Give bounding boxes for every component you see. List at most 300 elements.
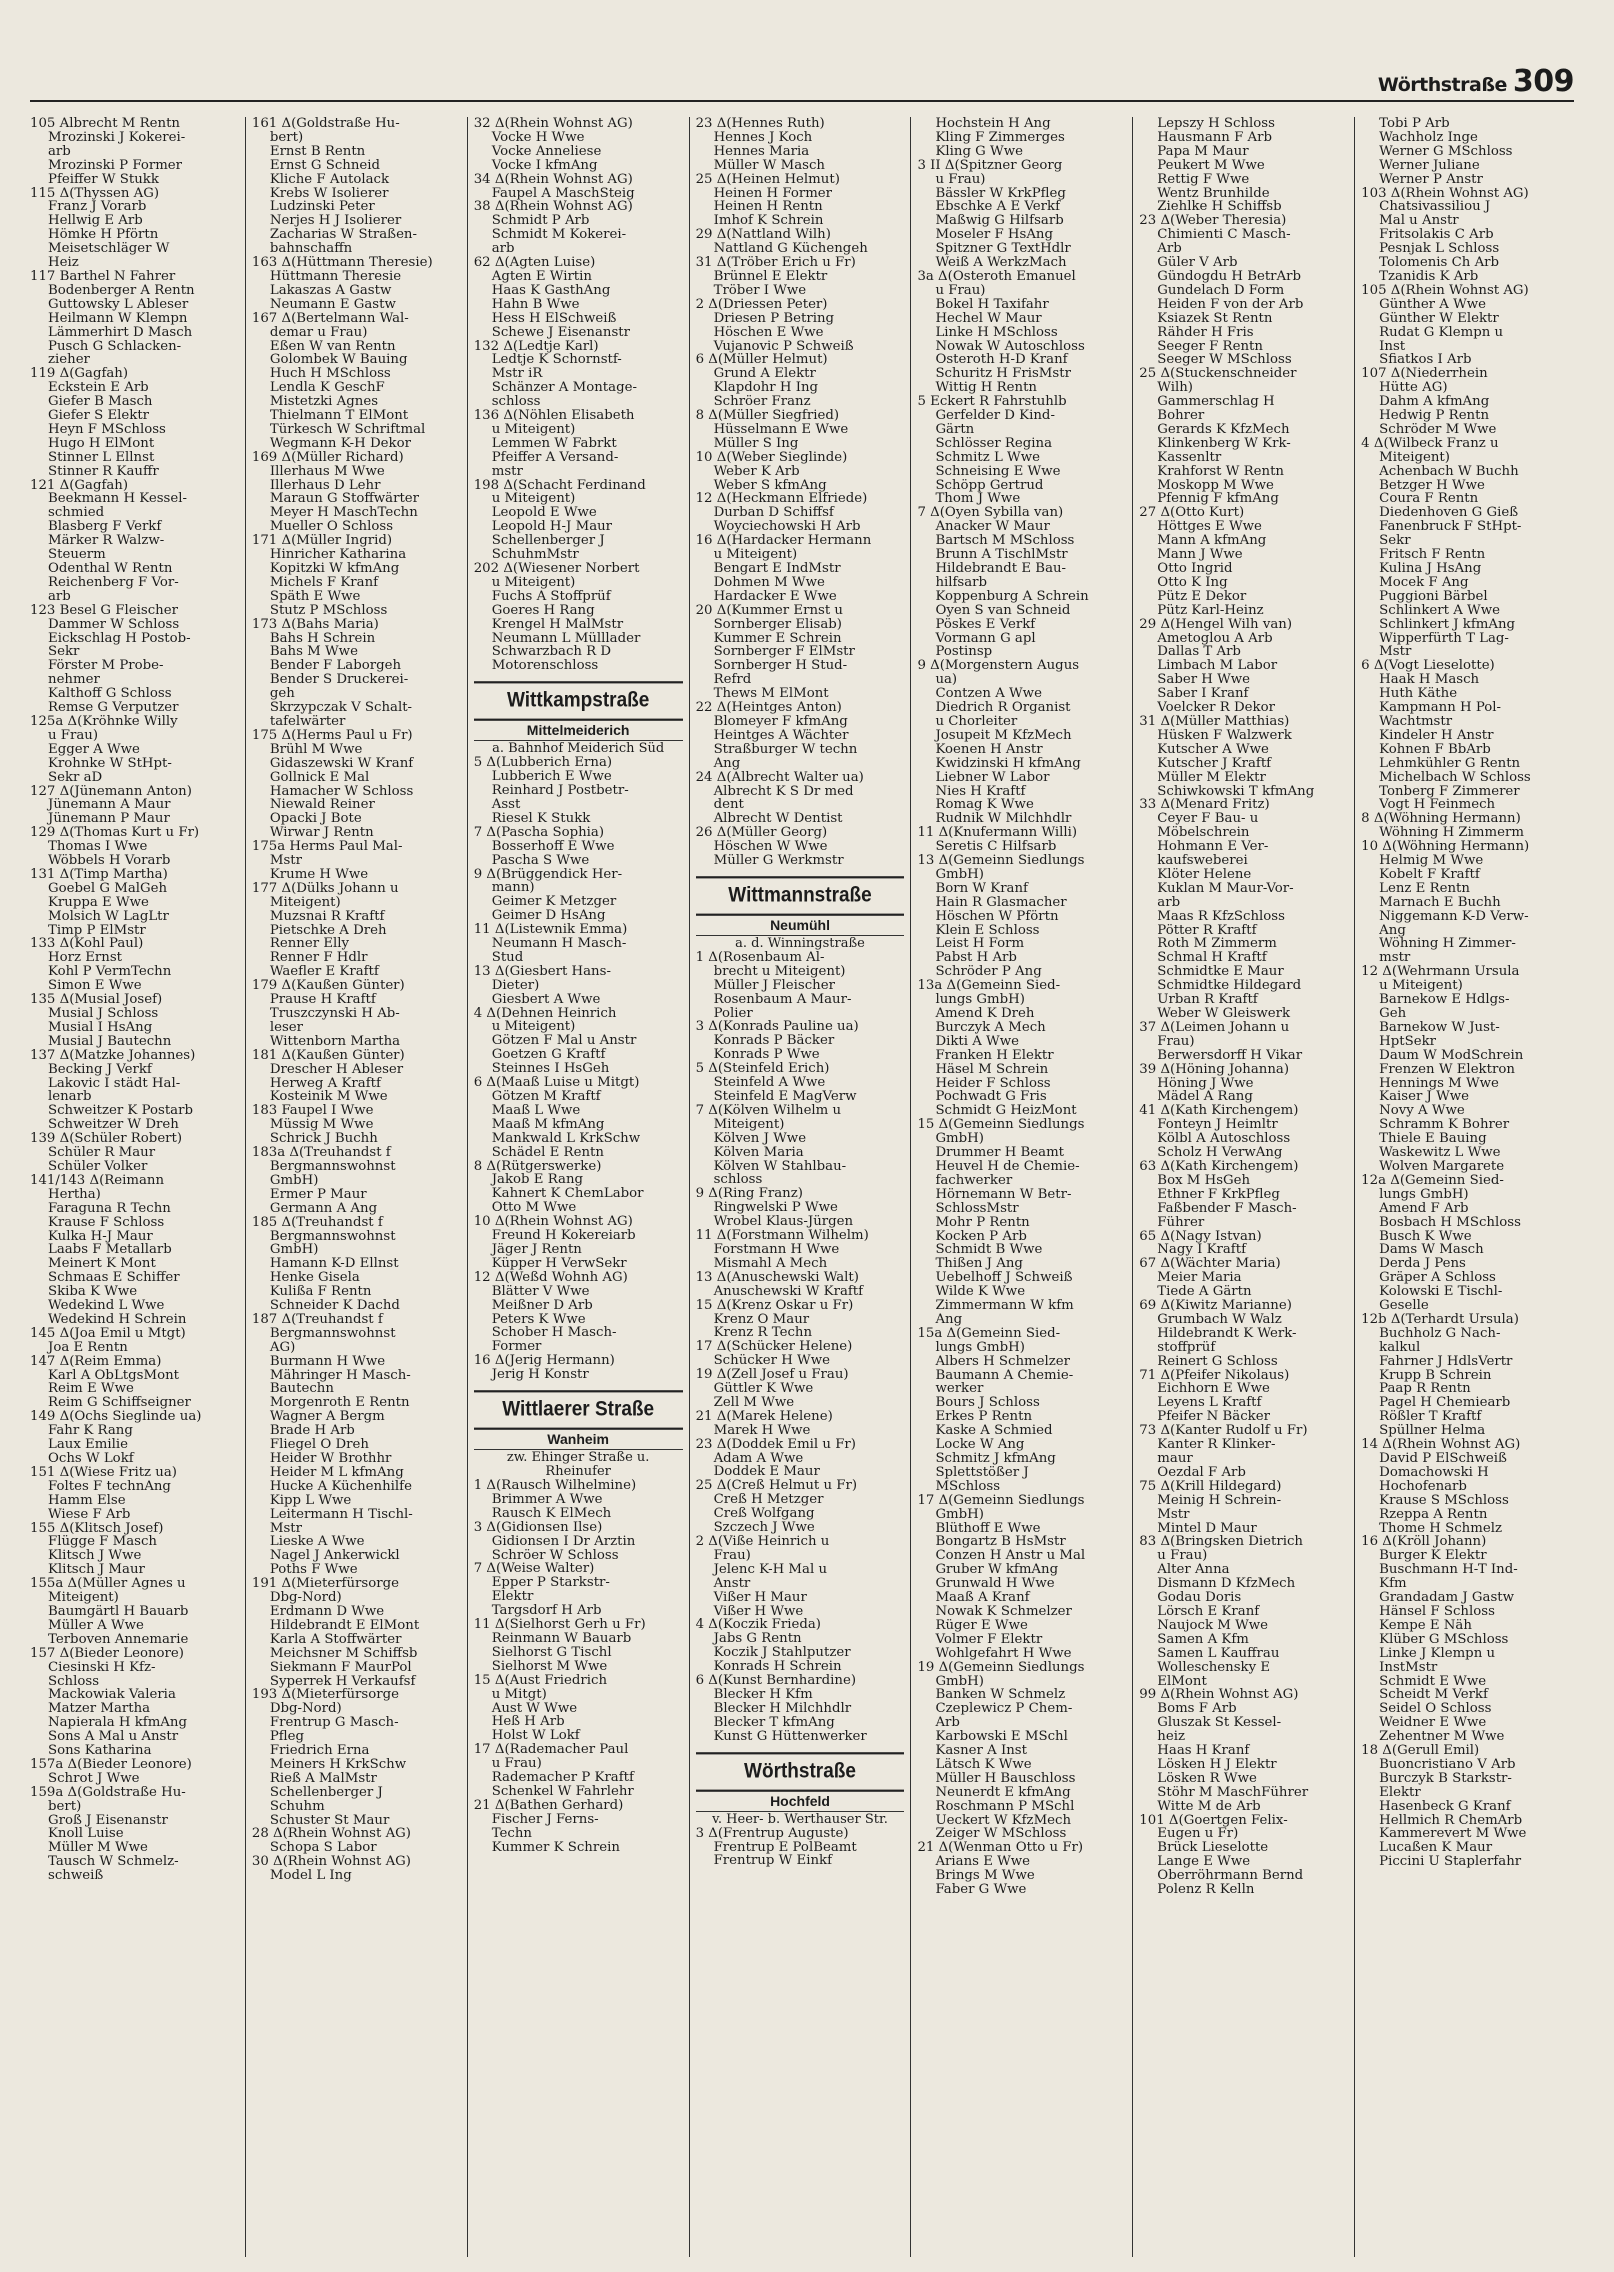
directory-entry: Grunwald H Wwe: [935, 1577, 1055, 1592]
directory-entry: Thielmann T ElMont: [269, 409, 409, 423]
directory-entry: Kling G Wwe: [935, 144, 1023, 159]
directory-entry: Former: [491, 1340, 542, 1355]
directory-entry: Seidel O Schloss: [1379, 1702, 1492, 1717]
directory-entry: Müller W Masch: [713, 158, 825, 173]
directory-entry: Model L Ing: [269, 1869, 352, 1884]
directory-entry: Pusch G Schlacken-: [48, 339, 182, 354]
directory-entry: 15 Δ(Krenz Oskar u Fr): [695, 1298, 854, 1313]
directory-entry: Bohrer: [1157, 409, 1205, 423]
directory-entry: Wedekind L Wwe: [48, 1299, 165, 1313]
directory-entry: brecht u Miteigent): [713, 964, 846, 979]
directory-entry: Mistetzki Agnes: [269, 395, 379, 410]
directory-entry: Imhof K Schrein: [713, 214, 824, 229]
directory-entry: Miteigent): [1379, 450, 1450, 465]
directory-entry: Bässler W KrkPfleg: [935, 186, 1066, 201]
directory-entry: Fliegel O Dreh: [269, 1438, 369, 1452]
directory-entry: 13a Δ(Gemeinn Sied-: [917, 979, 1061, 994]
directory-entry: Wrobel Klaus-Jürgen: [713, 1215, 854, 1230]
directory-entry: Blasberg F Verkf: [48, 520, 162, 535]
directory-entry: Anacker W Maur: [935, 520, 1050, 535]
directory-entry: Müller A Wwe: [48, 1618, 144, 1633]
directory-entry: Wiese F Arb: [48, 1507, 131, 1522]
directory-entry: Mann A kfmAng: [1157, 534, 1267, 549]
directory-entry: Kohl P VermTechn: [48, 965, 172, 980]
directory-entry: Krenz R Techn: [713, 1326, 813, 1341]
directory-entry: Driesen P Betring: [713, 311, 835, 326]
directory-entry: nehmer: [48, 673, 100, 688]
directory-entry: Rzeppa A Rentn: [1379, 1507, 1488, 1522]
directory-entry: Ludzinski Peter: [269, 200, 375, 215]
directory-entry: Vißer H Wwe: [713, 1604, 804, 1619]
directory-entry: Meinert K Mont: [48, 1257, 156, 1272]
running-head: [1378, 64, 1574, 99]
directory-entry: 171 Δ(Müller Ingrid): [251, 534, 393, 549]
directory-entry: Kolowski E Tischl-: [1379, 1285, 1503, 1300]
directory-entry: Nies H Kraftf: [935, 784, 1026, 799]
directory-entry: Kummer K Schrein: [491, 1840, 620, 1855]
directory-entry: Geh: [1379, 1007, 1407, 1021]
directory-entry: Illerhaus M Wwe: [269, 464, 385, 479]
directory-entry: Hütte AG): [1379, 381, 1448, 396]
directory-entry: Brück Lieselotte: [1157, 1841, 1269, 1856]
directory-entry: Tobi P Arb: [1379, 117, 1450, 131]
directory-entry: 25 Δ(Heinen Helmut): [695, 172, 840, 187]
directory-entry: Waefler E Kraftf: [269, 965, 379, 980]
directory-entry: Niewald Reiner: [269, 798, 375, 813]
directory-entry: Ziehlke H Schiffsb: [1157, 200, 1282, 215]
directory-entry: Lehmkühler G Rentn: [1379, 756, 1521, 771]
directory-entry: Gruber W kfmAng: [935, 1563, 1059, 1578]
directory-entry: Schneising E Wwe: [935, 464, 1061, 479]
directory-entry: Mackowiak Valeria: [48, 1688, 176, 1703]
directory-entry: Ethner F KrkPfleg: [1157, 1187, 1280, 1202]
directory-entry: Pesnjak L Schloss: [1379, 242, 1500, 257]
directory-entry: Kling F Zimmerges: [935, 130, 1065, 145]
directory-entry: Piccini U Staplerfahr: [1379, 1855, 1522, 1870]
directory-entry: 17 Δ(Gemeinn Siedlungs: [917, 1493, 1085, 1508]
directory-entry: Oezdal F Arb: [1157, 1465, 1246, 1480]
directory-entry: Splettstößer J: [935, 1465, 1029, 1480]
directory-entry: Eichhorn E Wwe: [1157, 1382, 1270, 1397]
directory-entry: 71 Δ(Pfeifer Nikolaus): [1139, 1368, 1290, 1383]
directory-entry: Klöter Helene: [1157, 867, 1252, 882]
directory-entry: Burczyk A Mech: [935, 1020, 1046, 1035]
directory-entry: Weber S kfmAng: [713, 478, 827, 493]
directory-entry: Bartsch M MSchloss: [935, 534, 1075, 549]
directory-entry: Krume H Wwe: [269, 867, 369, 882]
directory-entry: leser: [269, 1020, 304, 1035]
directory-entry: Neumann L Mülllader: [491, 631, 641, 646]
directory-entry: Steuerm: [48, 548, 106, 562]
directory-entry: Schweitzer K Postarb: [48, 1104, 193, 1119]
directory-entry: Schmitz L Wwe: [935, 450, 1040, 465]
directory-entry: Rudat G Klempn u: [1379, 325, 1504, 340]
directory-entry: Schröer W Schloss: [491, 1548, 619, 1563]
directory-entry: Lucaßen K Maur: [1379, 1841, 1493, 1856]
directory-entry: 17 Δ(Rademacher Paul: [473, 1743, 629, 1758]
directory-entry: 183 Faupel I Wwe: [251, 1104, 374, 1119]
directory-entry: 135 Δ(Musial Josef): [30, 993, 163, 1007]
directory-entry: Ang: [935, 1312, 963, 1327]
directory-entry: Faber G Wwe: [935, 1883, 1027, 1897]
directory-entry: Boms F Arb: [1157, 1702, 1237, 1717]
directory-entry: SchlossMstr: [935, 1201, 1019, 1216]
directory-entry: 11 Δ(Forstmann Wilhelm): [695, 1229, 869, 1243]
column-6: [1132, 117, 1354, 2257]
directory-entry: Maaß M kfmAng: [491, 1117, 605, 1132]
directory-entry: Moskopp M Wwe: [1157, 478, 1274, 493]
directory-entry: 145 Δ(Joa Emil u Mtgt): [30, 1326, 186, 1341]
directory-entry: Faraguna R Techn: [48, 1201, 171, 1216]
directory-entry: Frentrup G Masch-: [269, 1716, 399, 1731]
directory-entry: Pagel H Chemiearb: [1379, 1396, 1511, 1411]
directory-entry: Fahr K Rang: [48, 1424, 133, 1439]
directory-entry: 181 Δ(Kaußen Günter): [251, 1048, 405, 1063]
directory-entry: Ernst B Rentn: [269, 144, 366, 159]
directory-entry: Eckstein E Arb: [48, 381, 149, 396]
directory-entry: Otto K Ing: [1157, 575, 1228, 590]
directory-entry: Koenen H Anstr: [935, 742, 1043, 757]
directory-entry: Schmidtke E Maur: [1157, 965, 1284, 980]
directory-entry: Schänzer A Montage-: [491, 381, 637, 396]
directory-entry: Hochstein H Ang: [935, 117, 1051, 131]
directory-entry: Hardacker E Wwe: [713, 589, 837, 604]
directory-entry: InstMstr: [1379, 1660, 1438, 1675]
directory-entry: Krohnke W StHpt-: [48, 756, 172, 771]
directory-entry: Werner Juliane: [1379, 158, 1480, 173]
directory-entry: Mstr: [269, 854, 302, 868]
directory-entry: Heinen H Rentn: [713, 200, 823, 215]
directory-entry: Weidner E Wwe: [1379, 1716, 1487, 1731]
directory-entry: Adam A Wwe: [713, 1451, 804, 1466]
directory-entry: fachwerker: [935, 1173, 1013, 1188]
directory-entry: 29 Δ(Hengel Wilh van): [1139, 617, 1293, 632]
directory-entry: 39 Δ(Höning Johanna): [1139, 1062, 1290, 1077]
directory-entry: ua): [935, 673, 958, 688]
directory-entry: bert): [269, 130, 304, 145]
street-section-note: a. d. Winningstraße: [735, 935, 865, 951]
directory-entry: u Frau): [491, 1757, 542, 1772]
directory-entry: Kölven W Stahlbau-: [713, 1159, 847, 1174]
directory-entry: 139 Δ(Schüler Robert): [30, 1132, 183, 1147]
directory-entry: Konrads P Bäcker: [713, 1034, 835, 1049]
directory-entry: Mädel A Rang: [1157, 1090, 1253, 1105]
directory-entry: Zell M Wwe: [713, 1395, 795, 1410]
directory-entry: Hennes J Koch: [713, 130, 813, 145]
directory-entry: Papa M Maur: [1157, 144, 1249, 159]
directory-entry: Maaß A Kranf: [935, 1591, 1030, 1605]
directory-entry: Lämmerhirt D Masch: [48, 325, 193, 340]
directory-entry: Kulina J HsAng: [1379, 562, 1482, 576]
directory-entry: 155a Δ(Müller Agnes u: [30, 1577, 186, 1592]
directory-entry: Burmann H Wwe: [269, 1354, 386, 1369]
directory-entry: 3 Δ(Gidionsen Ilse): [473, 1520, 603, 1535]
directory-entry: Targsdorf H Arb: [491, 1604, 602, 1619]
directory-entry: 3 Δ(Konrads Pauline ua): [695, 1020, 859, 1035]
directory-entry: 2 Δ(Viße Heinrich u: [695, 1535, 830, 1549]
directory-entry: 12 Δ(Wehrmann Ursula: [1361, 965, 1520, 980]
directory-entry: Schwarzbach R D: [491, 645, 612, 660]
directory-entry: Heilmann W Klempn: [48, 311, 188, 326]
directory-entry: Hüsselmann E Wwe: [713, 422, 849, 437]
directory-entry: Schmidt M Kokerei-: [491, 228, 627, 243]
directory-entry: Brünnel E Elektr: [713, 269, 828, 284]
directory-entry: 29 Δ(Nattland Wilh): [695, 228, 831, 243]
directory-entry: GmbH): [935, 1132, 984, 1147]
directory-entry: Marnach E Buchh: [1379, 895, 1501, 910]
directory-entry: Führer: [1157, 1215, 1205, 1230]
directory-entry: Weber K Arb: [713, 464, 800, 479]
directory-entry: Sielhorst M Wwe: [491, 1659, 608, 1674]
directory-entry: Kohnen F BbArb: [1379, 742, 1491, 757]
directory-entry: Thiele E Bauing: [1379, 1132, 1487, 1147]
directory-entry: Simon E Wwe: [48, 979, 142, 994]
directory-entry: Horz Ernst: [48, 951, 122, 966]
directory-entry: Meinig H Schrein-: [1157, 1493, 1282, 1508]
directory-entry: Neunerdt E kfmAng: [935, 1785, 1071, 1800]
directory-entry: Jünemann A Maur: [48, 798, 171, 813]
directory-entry: Heiden F von der Arb: [1157, 297, 1304, 312]
directory-entry: Sekr: [1379, 534, 1411, 549]
directory-entry: Musial J Schloss: [48, 1007, 159, 1021]
directory-entry: 2 Δ(Driessen Peter): [695, 297, 828, 312]
directory-entry: schweiß: [48, 1869, 104, 1884]
directory-entry: Wöhning H Zimmerm: [1379, 826, 1524, 841]
directory-entry: Banken W Schmelz: [935, 1688, 1066, 1703]
directory-entry: 147 Δ(Reim Emma): [30, 1354, 162, 1369]
directory-entry: zieher: [48, 353, 90, 368]
directory-entry: 7 Δ(Pascha Sophia): [473, 825, 605, 840]
directory-entry: Höschen W Pförtn: [935, 909, 1059, 924]
directory-entry: Prause H Kraftf: [269, 993, 376, 1007]
directory-entry: Erdmann D Wwe: [269, 1604, 385, 1619]
directory-entry: Limbach M Labor: [1157, 659, 1278, 674]
directory-entry: Ledtje K Schornstf-: [491, 353, 622, 368]
directory-entry: Anstr: [713, 1576, 751, 1591]
directory-entry: Reichenberg F Vor-: [48, 575, 179, 590]
directory-entry: Blätter V Wwe: [491, 1284, 590, 1299]
directory-entry: Klitsch J Wwe: [48, 1549, 142, 1564]
directory-entry: Kummer E Schrein: [713, 631, 842, 646]
directory-entry: Schmidt E Wwe: [1379, 1674, 1487, 1689]
directory-entry: 22 Δ(Heintges Anton): [695, 701, 842, 715]
directory-entry: Jakob E Rang: [491, 1173, 584, 1188]
directory-entry: 13 Δ(Giesbert Hans-: [473, 964, 611, 979]
directory-entry: Heintges A Wächter: [713, 728, 849, 743]
directory-entry: Schweitzer W Dreh: [48, 1118, 179, 1133]
directory-entry: Sornberger F ElMstr: [713, 645, 855, 660]
street-heading: Wörthstraße: [696, 1752, 905, 1792]
directory-entry: Schmidt P Arb: [491, 214, 590, 229]
directory-entry: Brimmer A Wwe: [491, 1492, 603, 1507]
directory-entry: Vogt H Feinmech: [1379, 798, 1496, 813]
directory-entry: Vißer H Maur: [713, 1590, 807, 1605]
directory-entry: MSchloss: [935, 1479, 1001, 1494]
directory-entry: Contzen A Wwe: [935, 687, 1042, 702]
directory-entry: Refrd: [713, 673, 752, 688]
street-heading: Wittlaerer Straße: [474, 1390, 683, 1430]
street-section-note: v. Heer- b. Werthauser Str.: [712, 1811, 888, 1827]
directory-entry: Möbelschrein: [1157, 826, 1250, 841]
directory-entry: Schellenberger J: [491, 534, 605, 549]
directory-entry: 183a Δ(Treuhandst f: [251, 1146, 391, 1160]
directory-entry: Gundelach D Form: [1157, 283, 1285, 298]
directory-entry: 24 Δ(Albrecht Walter ua): [695, 770, 864, 785]
directory-entry: Kobelt F Kraftf: [1379, 867, 1480, 882]
directory-entry: Pabst H Arb: [935, 951, 1017, 966]
directory-entry: Saber H Wwe: [1157, 673, 1251, 688]
directory-entry: Bergmannswohnst: [269, 1159, 396, 1174]
directory-entry: Karbowski E MSchl: [935, 1730, 1068, 1745]
directory-entry: Hucke A Küchenhilfe: [269, 1479, 412, 1494]
directory-entry: Reim E Wwe: [48, 1382, 134, 1397]
directory-entry: mstr: [491, 464, 523, 479]
directory-entry: 10 Δ(Wöhning Hermann): [1361, 840, 1530, 855]
directory-entry: Schröder P Ang: [935, 965, 1042, 980]
directory-entry: Leopold H-J Maur: [491, 520, 613, 535]
directory-entry: Eickschlag H Postob-: [48, 631, 191, 646]
directory-entry: Franz J Vorarb: [48, 200, 147, 215]
directory-entry: Matzer Martha: [48, 1702, 151, 1717]
directory-entry: kalkul: [1379, 1340, 1421, 1355]
directory-entry: Kölbl A Autoschloss: [1157, 1132, 1291, 1147]
directory-entry: Kfm: [1379, 1577, 1407, 1592]
directory-entry: Schuster St Maur: [269, 1813, 390, 1828]
directory-entry: Polier: [713, 1006, 753, 1021]
directory-entry: Krengel H MalMstr: [491, 617, 624, 632]
directory-entry: Kliche F Autolack: [269, 172, 390, 187]
directory-entry: Kaiser J Wwe: [1379, 1090, 1470, 1105]
directory-entry: Miteigent): [713, 1117, 785, 1132]
directory-entry: Hain R Glasmacher: [935, 895, 1067, 910]
directory-entry: Poths F Wwe: [269, 1563, 358, 1578]
directory-entry: Haas K GasthAng: [491, 283, 611, 298]
directory-entry: Frentrup E PolBeamt: [713, 1840, 857, 1855]
directory-entry: 3 Δ(Frentrup Auguste): [695, 1826, 849, 1841]
directory-entry: Hüttmann Theresie: [269, 269, 402, 284]
directory-entry: Bergmannswohnst: [269, 1229, 396, 1244]
directory-entry: Erkes P Rentn: [935, 1410, 1033, 1425]
directory-entry: Skiba K Wwe: [48, 1285, 138, 1300]
directory-entry: Blecker H Milchhdlr: [713, 1701, 852, 1716]
directory-entry: 11 Δ(Listewnik Emma): [473, 923, 628, 938]
directory-entry: Gerfelder D Kind-: [935, 409, 1055, 423]
street-heading: Wittkampstraße: [474, 681, 683, 721]
directory-entry: Nattland G Küchengeh: [713, 242, 868, 257]
directory-entry: Drummer H Beamt: [935, 1146, 1065, 1160]
directory-entry: Götzen M Kraftf: [491, 1090, 601, 1104]
directory-entry: Hausmann F Arb: [1157, 130, 1273, 145]
directory-entry: 12a Δ(Gemeinn Sied-: [1361, 1173, 1504, 1188]
directory-entry: tafelwärter: [269, 714, 346, 729]
directory-entry: Gidionsen I Dr Ärztin: [491, 1534, 636, 1549]
directory-entry: Hasenbeck G Kranf: [1379, 1799, 1511, 1814]
directory-entry: Kahnert K ChemLabor: [491, 1187, 644, 1202]
directory-entry: Fritsch F Rentn: [1379, 548, 1486, 562]
directory-entry: Helmig M Wwe: [1379, 854, 1484, 868]
directory-entry: Schober H Masch-: [491, 1326, 617, 1341]
directory-entry: Rößler T Kraftf: [1379, 1410, 1482, 1425]
directory-entry: Napierala H kfmAng: [48, 1716, 187, 1731]
street-section-note: Rheinufer: [545, 1464, 611, 1480]
directory-entry: Albrecht K S Dr med: [713, 784, 854, 799]
directory-entry: 13 Δ(Anuschewski Walt): [695, 1270, 859, 1285]
directory-entry: Freund H Kokereiarb: [491, 1229, 636, 1243]
directory-entry: Barnekow E Hdlgs-: [1379, 993, 1510, 1007]
directory-entry: Krause F Schloss: [48, 1215, 165, 1230]
directory-entry: Kipp L Wwe: [269, 1493, 352, 1508]
directory-entry: Amend K Dreh: [935, 1007, 1035, 1021]
directory-entry: Stöhr M MaschFührer: [1157, 1785, 1309, 1800]
directory-entry: Bergmannswohnst: [269, 1326, 396, 1341]
directory-entry: Pascha S Wwe: [491, 853, 590, 868]
directory-entry: Tolomenis Ch Arb: [1379, 256, 1500, 270]
directory-entry: Peters K Wwe: [491, 1312, 586, 1327]
directory-entry: Krahforst W Rentn: [1157, 464, 1285, 479]
directory-entry: Siekmann F MaurPol: [269, 1660, 412, 1675]
directory-entry: Lenz E Rentn: [1379, 881, 1470, 896]
directory-entry: 8 Δ(Rütgerswerke): [473, 1159, 602, 1174]
directory-entry: 8 Δ(Müller Siegfried): [695, 409, 840, 423]
directory-entry: 33 Δ(Menard Fritz): [1139, 798, 1270, 813]
directory-entry: Meichsner M Schiffsb: [269, 1646, 418, 1661]
directory-entry: Mstr: [1379, 645, 1412, 660]
directory-entry: 20 Δ(Kummer Ernst u: [695, 603, 843, 618]
directory-entry: Miteigent): [269, 895, 341, 910]
directory-entry: Kutscher A Wwe: [1157, 742, 1269, 757]
directory-entry: Reinhard J Postbetr-: [491, 784, 629, 798]
directory-entry: 163 Δ(Hüttmann Theresie): [251, 256, 433, 270]
directory-entry: Fischer J Ferns-: [491, 1812, 599, 1827]
directory-entry: u Miteigent): [491, 422, 576, 437]
directory-entry: Heinen H Former: [713, 186, 833, 201]
directory-entry: Otto M Wwe: [491, 1201, 577, 1216]
directory-entry: Guttowsky L Ableser: [48, 297, 189, 312]
directory-entry: 149 Δ(Ochs Sieglinde ua): [30, 1410, 202, 1425]
directory-entry: Klitsch J Maur: [48, 1563, 145, 1578]
column-3: [467, 117, 689, 2257]
directory-entry: 16 Δ(Jerig Hermann): [473, 1354, 615, 1369]
directory-entry: 131 Δ(Timp Martha): [30, 867, 168, 882]
directory-entry: Stinner R Kauffr: [48, 464, 159, 479]
directory-entry: Musial J Bautechn: [48, 1034, 172, 1049]
directory-entry: Kunst G Hüttenwerker: [713, 1729, 867, 1744]
directory-entry: Bongartz B HsMstr: [935, 1535, 1066, 1550]
directory-entry: Mstr iR: [491, 367, 543, 382]
directory-entry: Hellmich R ChemArb: [1379, 1813, 1523, 1828]
directory-entry: Volmer F Elektr: [935, 1632, 1043, 1647]
directory-columns: [30, 117, 1576, 2257]
directory-entry: GmbH): [269, 1243, 319, 1258]
directory-entry: 5 Eckert R Fahrstuhlb: [917, 395, 1067, 410]
directory-entry: Höschen W Wwe: [713, 840, 828, 855]
directory-entry: Kulka H-J Maur: [48, 1229, 153, 1244]
directory-entry: 8 Δ(Wöhning Hermann): [1361, 812, 1521, 827]
directory-entry: Sielhorst G Tischl: [491, 1645, 612, 1660]
directory-entry: Schloss: [48, 1674, 100, 1689]
directory-entry: Krupp B Schrein: [1379, 1368, 1492, 1383]
directory-entry: Ringwelski P Wwe: [713, 1201, 838, 1216]
directory-entry: 159a Δ(Goldstraße Hu-: [30, 1785, 186, 1800]
directory-entry: Schuritz H FrisMstr: [935, 367, 1071, 382]
directory-entry: Timp P ElMstr: [48, 923, 146, 938]
directory-entry: Haak H Masch: [1379, 673, 1480, 688]
directory-entry: Müller H Bauschloss: [935, 1771, 1076, 1786]
directory-entry: Dbg-Nord): [269, 1702, 342, 1717]
directory-entry: 4 Δ(Dehnen Heinrich: [473, 1006, 617, 1021]
directory-entry: geh: [269, 687, 295, 702]
directory-entry: Maas R KfzSchloss: [1157, 909, 1285, 924]
